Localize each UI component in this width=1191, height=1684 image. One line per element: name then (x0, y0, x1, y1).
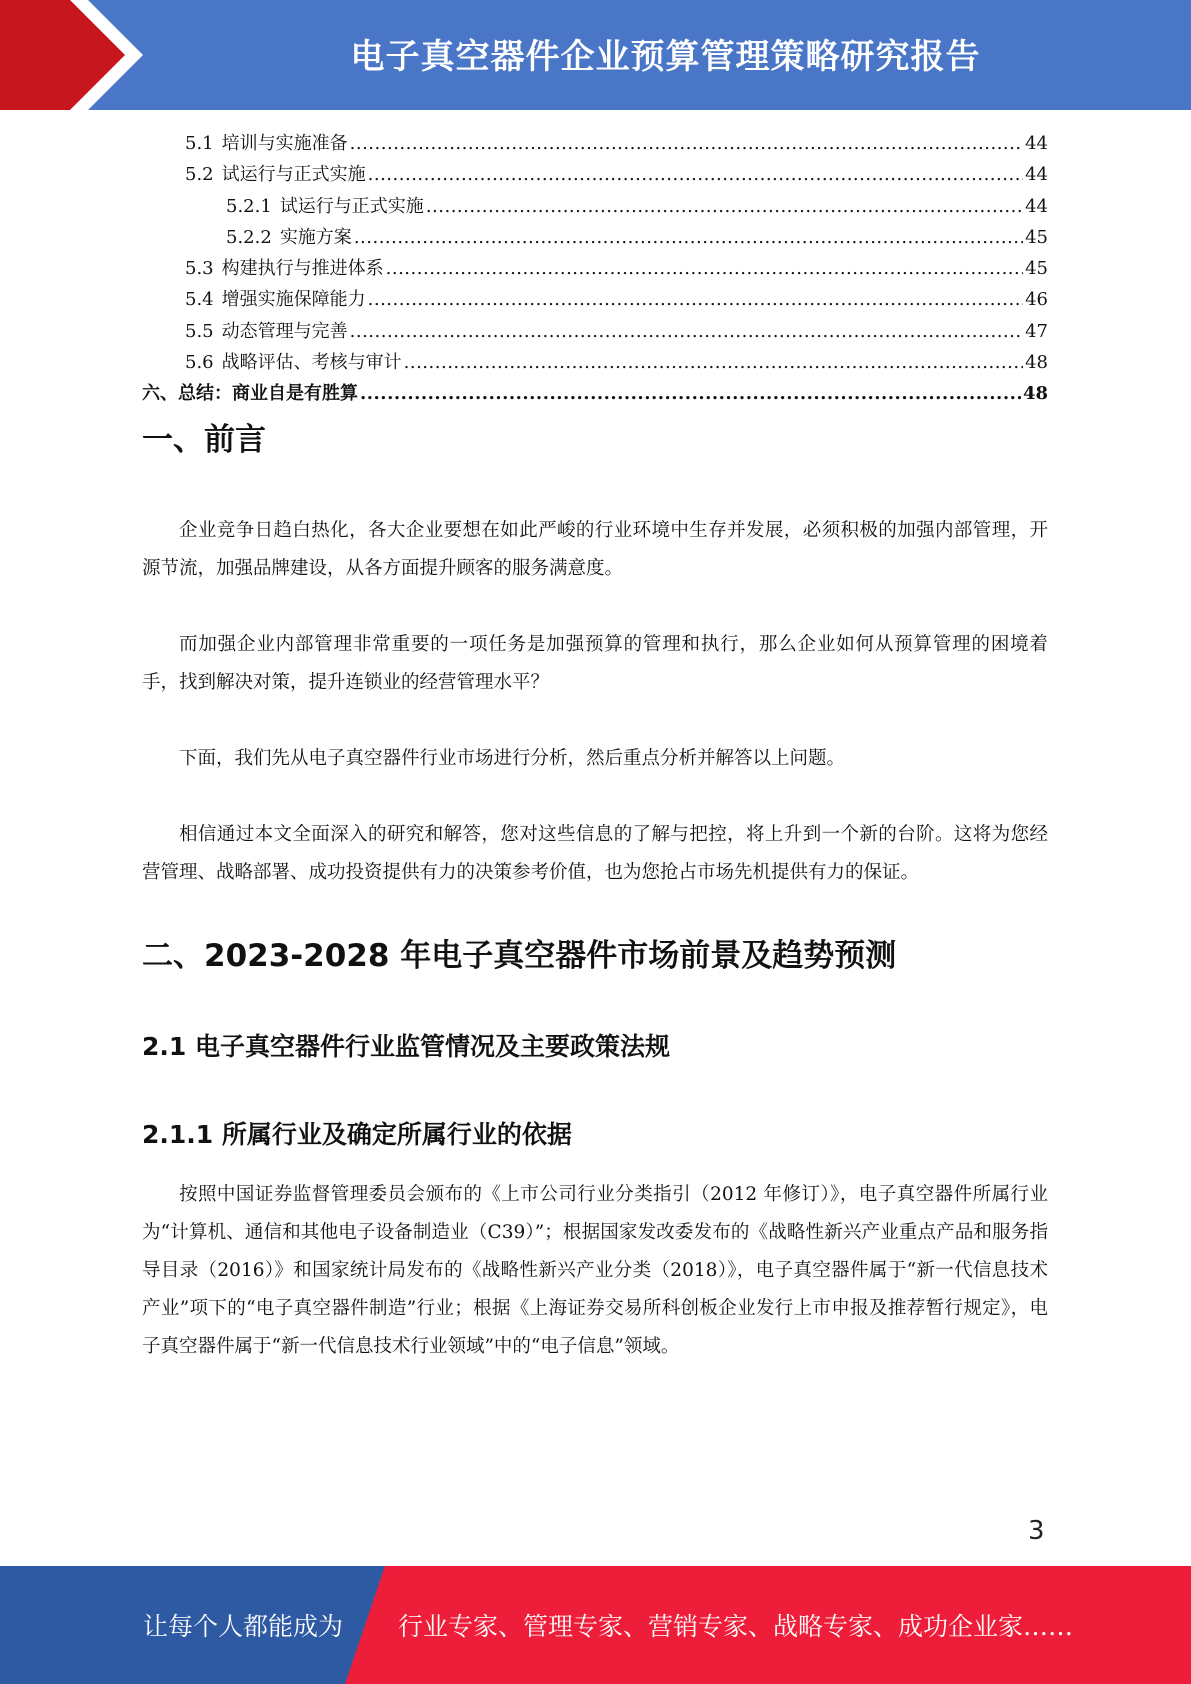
toc-entry-label: 试运行与正式实施 (279, 195, 424, 217)
toc-entry-label: 培训与实施准备 (221, 133, 348, 154)
paragraph: 而加强企业内部管理非常重要的一项任务是加强预算的管理和执行，那么企业如何从预算管理的困境着手，找到解决对策，提升连锁业的经营管理水平？ (142, 634, 1048, 694)
toc-entry-number: 5.2.1 (226, 195, 272, 217)
toc-entry[interactable] (142, 159, 1048, 190)
toc-entry-label: 增强实施保障能力 (221, 289, 366, 311)
toc-entry-page: 46 (1025, 289, 1048, 311)
toc-entry[interactable] (142, 128, 1048, 159)
toc-entry[interactable] (142, 316, 1048, 347)
toc-leader-dots (386, 253, 1023, 284)
page-header (0, 0, 1191, 110)
paragraph: 相信通过本文全面深入的研究和解答，您对这些信息的了解与把控，将上升到一个新的台阶。这将为您经营管理、战略部署、成功投资提供有力的决策参考价值，也为您抢占市场先机提供有力的保证。 (142, 824, 1048, 884)
toc-entry-label: 实施方案 (279, 226, 352, 248)
toc-entry-page: 44 (1025, 133, 1048, 154)
toc-leader-dots (368, 159, 1023, 190)
toc-entry-page: 47 (1025, 320, 1048, 342)
paragraph: 下面，我们先从电子真空器件行业市场进行分析，然后重点分析并解答以上问题。 (179, 748, 846, 770)
toc-entry-number: 5.6 (185, 352, 214, 374)
toc-entry-label: 构建执行与推进体系 (221, 258, 384, 280)
toc-entry[interactable] (142, 347, 1048, 378)
footer-slogan-right: 行业专家、管理专家、营销专家、战略专家、成功企业家…… (398, 1612, 1074, 1641)
toc-entry-page: 48 (1022, 383, 1048, 405)
page-number: 3 (1028, 1516, 1045, 1546)
toc-entry-page: 44 (1025, 164, 1048, 186)
toc-leader-dots (404, 347, 1023, 378)
toc-entry-label: 战略评估、考核与审计 (221, 352, 402, 374)
toc-entry-page: 44 (1025, 195, 1048, 217)
report-title: 电子真空器件企业预算管理策略研究报告 (350, 36, 981, 77)
main-content (142, 420, 1048, 1366)
toc-entry[interactable] (142, 191, 1048, 222)
header-arrow-decoration (0, 0, 160, 110)
toc-leader-dots (426, 191, 1023, 222)
toc-entry-label: 动态管理与完善 (221, 320, 348, 342)
toc-leader-dots (368, 284, 1023, 315)
toc-entry-number: 5.5 (185, 320, 214, 342)
toc-entry[interactable] (142, 284, 1048, 315)
toc-entry[interactable] (142, 253, 1048, 284)
subsection-heading: 2.1.1 所属行业及确定所属行业的依据 (142, 1120, 572, 1150)
toc-entry-label: 六、总结：商业自是有胜算 (142, 383, 358, 405)
toc-entry-number: 5.3 (185, 258, 214, 280)
section-heading-market: 二、2023-2028 年电子真空器件市场前景及趋势预测 (142, 938, 897, 975)
section-heading-preface: 一、前言 (142, 422, 266, 458)
page-footer (0, 1566, 1191, 1684)
toc-entry[interactable] (142, 222, 1048, 253)
toc-entry-number: 5.2 (185, 164, 214, 186)
table-of-contents (142, 128, 1048, 410)
toc-entry-number: 5.4 (185, 289, 214, 311)
toc-entry-page: 45 (1025, 226, 1048, 248)
toc-entry-number: 5.1 (185, 133, 214, 154)
paragraph: 按照中国证券监督管理委员会颁布的《上市公司行业分类指引（2012 年修订）》，电子真空器件所属行业为“计算机、通信和其他电子设备制造业（C39）”；根据国家发改委发布的《战略性新兴产业重点产品和服务指导目录（2016）》和国家统计局发布的《战略性新兴产业分类（2018）》，电子真空器件属于“新一代信息技术产业”项下的“电子真空器件制造”行业；根据《上海证券交易所科创板企业发行上市申报及推荐暂行规定》，电子真空器件属于“新一代信息技术行业领域”中的“电子信息”领域。 (142, 1183, 1048, 1357)
toc-leader-dots (350, 128, 1023, 159)
toc-leader-dots (360, 378, 1021, 409)
toc-entry-page: 48 (1025, 352, 1048, 374)
footer-slogan-left: 让每个人都能成为 (143, 1612, 344, 1641)
subsection-heading: 2.1 电子真空器件行业监管情况及主要政策法规 (142, 1031, 670, 1061)
toc-entry-label: 试运行与正式实施 (221, 164, 366, 186)
toc-entry-page: 45 (1025, 258, 1048, 280)
toc-leader-dots (350, 316, 1023, 347)
toc-leader-dots (354, 222, 1023, 253)
paragraph: 企业竞争日趋白热化，各大企业要想在如此严峻的行业环境中生存并发展，必须积极的加强内部管理，开源节流，加强品牌建设，从各方面提升顾客的服务满意度。 (142, 520, 1048, 580)
toc-entry-number: 5.2.2 (226, 226, 272, 248)
toc-entry[interactable] (142, 378, 1048, 409)
